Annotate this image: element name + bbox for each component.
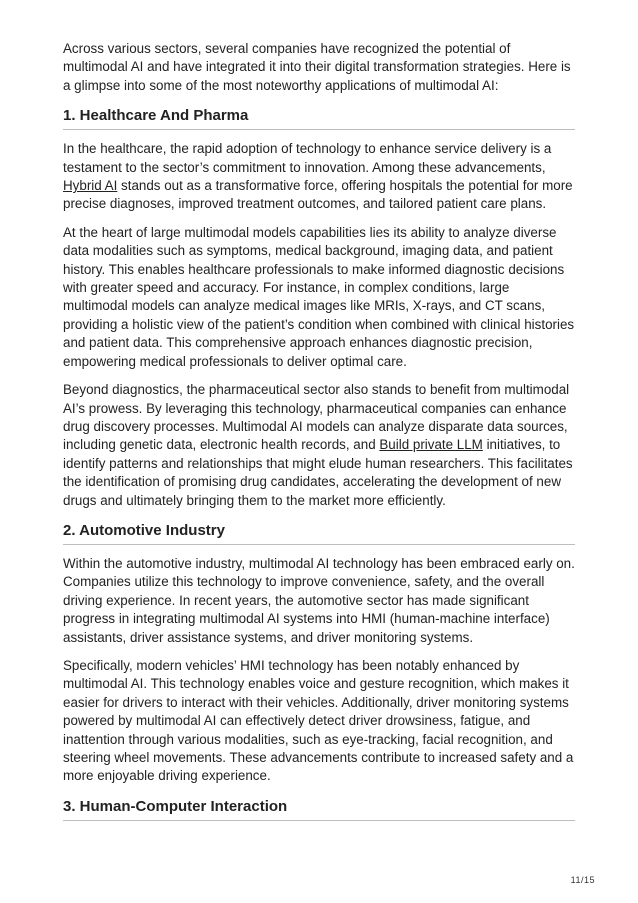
section-heading-hci [63,796,575,821]
hybrid-ai-link[interactable]: Hybrid AI [63,178,118,194]
automotive-paragraph-2: Specifically, modern vehicles’ HMI technology has been notably enhanced by multimodal AI. This technology enables voice and gesture recognition, which makes it easier for drivers to interact with their vehicles. Additionally, driver monitoring systems powered by multimodal AI can effectively detect driver drowsiness, fatigue, and inattention through various modalities, such as eye-tracking, facial recognition, and steering wheel movements. These advancements contribute to increased safety and a more enjoyable driving experience. [63,657,574,784]
healthcare-p3-text-start: Beyond diagnostics, the pharmaceutical sector also stands to benefit from multimodal AI’s prowess. By leveraging this technology, pharmaceutical companies can enhance drug discovery processes. Multimodal AI models can analyze disparate data sources, including genetic data, electronic health records, and [63,382,570,453]
section-heading-automotive [63,520,575,545]
section-heading-healthcare [63,105,575,130]
healthcare-p1-text-start: In the healthcare, the rapid adoption of technology to enhance service delivery is a testament to the sector’s commitment to innovation. Among these advancements, [63,141,552,175]
section-title-hci: 3. Human-Computer Interaction [63,797,288,815]
document-page [63,40,575,831]
healthcare-p3-text-end: initiatives, to identify patterns and relationships that might elude human researchers. This facilitates the identification of promising drug candidates, accelerating the development of new drugs and ultimately bringing them to the market more efficiently. [63,437,573,508]
heading-divider [63,544,575,545]
section-title-healthcare: 1. Healthcare And Pharma [63,107,249,125]
healthcare-paragraph-2: At the heart of large multimodal models capabilities lies its ability to analyze diverse data modalities such as symptoms, medical background, imaging data, and patient history. This enables healthcare professionals to make informed diagnostic decisions with greater speed and accuracy. For instance, in complex conditions, large multimodal models can analyze medical images like MRIs, X-rays, and CT scans, providing a holistic view of the patient’s condition when combined with clinical histories and patient data. This comprehensive approach enhances diagnostic precision, empowering medical professionals to deliver optimal care. [63,224,575,369]
heading-divider [63,129,575,130]
healthcare-p1-text-end: stands out as a transformative force, offering hospitals the potential for more precise diagnoses, improved treatment outcomes, and tailored patient care plans. [63,178,573,212]
page-number: 11/15 [570,875,595,885]
healthcare-paragraph-1 [63,140,575,214]
section-title-automotive: 2. Automotive Industry [63,521,225,539]
build-private-llm-link[interactable]: Build private LLM [379,437,483,453]
intro-paragraph: Across various sectors, several companies have recognized the potential of multimodal AI and have integrated it into their digital transformation strategies. Here is a glimpse into some of the most noteworthy applications of multimodal AI: [63,41,571,93]
automotive-paragraph-1: Within the automotive industry, multimodal AI technology has been embraced early on. Companies utilize this technology to improve convenience, safety, and the overall driving experience. In recent years, the automotive sector has made significant progress in integrating multimodal AI systems into HMI (human-machine interface) assistants, driver assistance systems, and driver monitoring systems. [63,555,575,645]
heading-divider [63,820,575,821]
healthcare-paragraph-3 [63,381,575,510]
